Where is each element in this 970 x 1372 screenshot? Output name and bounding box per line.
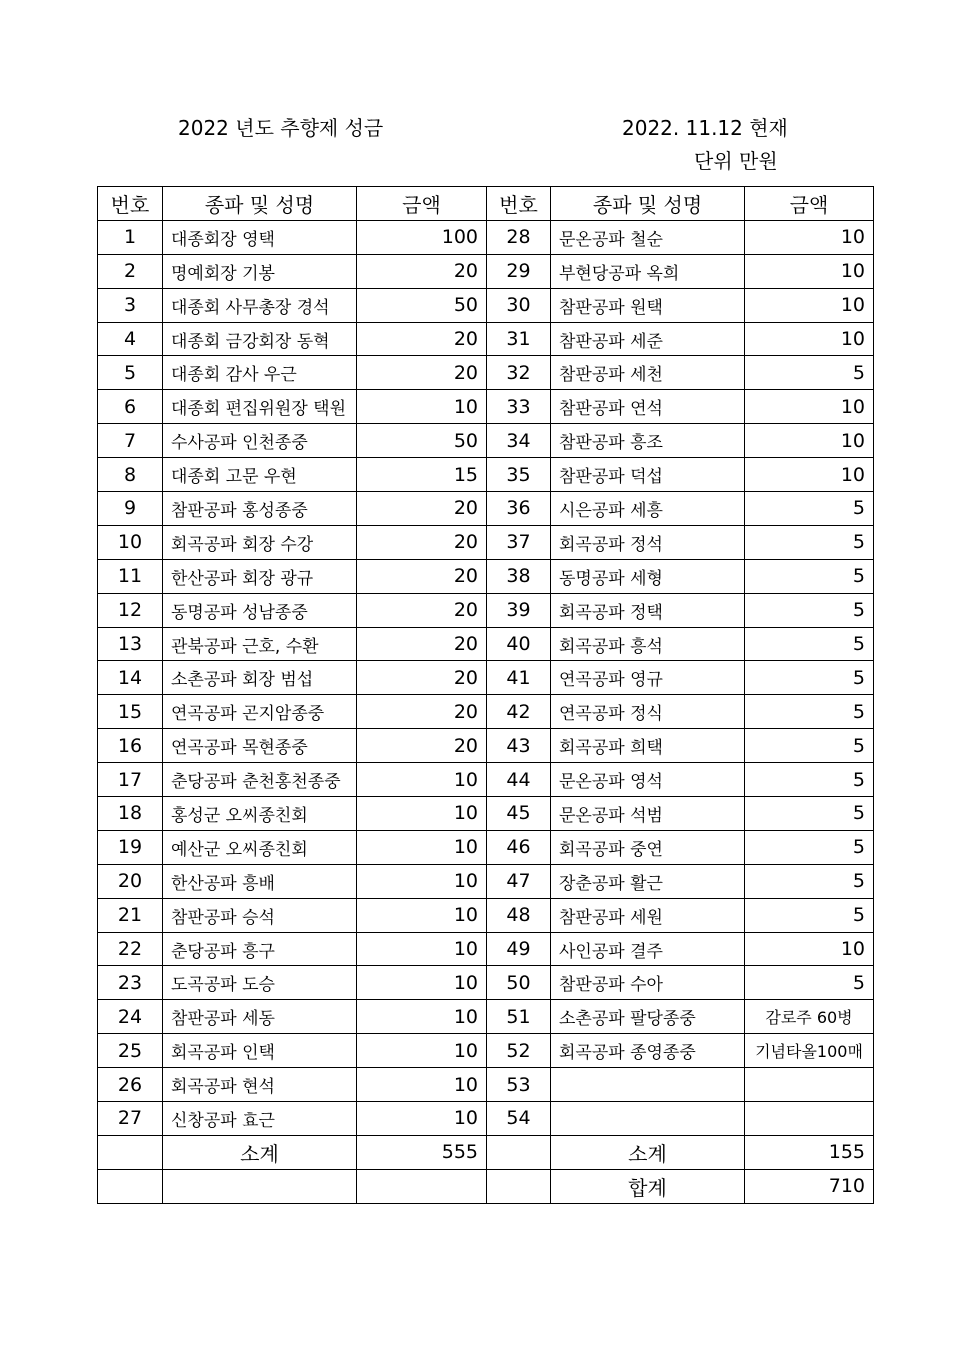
- row-number: 33: [487, 390, 551, 424]
- donor-name: 문온공파 철순: [551, 220, 745, 254]
- donation-amount: 20: [357, 322, 487, 356]
- table-row: [98, 288, 874, 322]
- row-number: 5: [98, 356, 163, 390]
- row-number: 17: [98, 763, 163, 797]
- donor-name: 참판공파 홍성종중: [163, 492, 357, 526]
- table-row: [98, 525, 874, 559]
- donor-name: 참판공파 연석: [551, 390, 745, 424]
- table-row: [98, 966, 874, 1000]
- total-row: [98, 1169, 874, 1203]
- donation-amount: 20: [357, 254, 487, 288]
- column-header-name: 종파 및 성명: [551, 187, 745, 221]
- row-number: 4: [98, 322, 163, 356]
- donation-amount: 10: [357, 864, 487, 898]
- row-number: 45: [487, 797, 551, 831]
- donor-name: 문온공파 영석: [551, 763, 745, 797]
- donation-amount: 20: [357, 593, 487, 627]
- table-row: [98, 559, 874, 593]
- row-number: 53: [487, 1068, 551, 1102]
- row-number: 12: [98, 593, 163, 627]
- donation-amount: 15: [357, 458, 487, 492]
- donor-name: 대종회 감사 우근: [163, 356, 357, 390]
- table-row: [98, 830, 874, 864]
- donor-name: 문온공파 석범: [551, 797, 745, 831]
- row-number: 51: [487, 1000, 551, 1034]
- table-row: [98, 390, 874, 424]
- donor-name: 회곡공파 중연: [551, 830, 745, 864]
- table-row: [98, 1034, 874, 1068]
- donation-amount: 5: [745, 729, 874, 763]
- as-of-date: 2022. 11.12 현재: [622, 116, 788, 140]
- table-row: [98, 627, 874, 661]
- donor-name: 참판공파 세동: [163, 1000, 357, 1034]
- row-number: 15: [98, 695, 163, 729]
- header-row: [98, 187, 874, 221]
- donation-amount: 10: [745, 254, 874, 288]
- donor-name: 참판공파 수아: [551, 966, 745, 1000]
- donation-amount: 50: [357, 424, 487, 458]
- donation-amount: 5: [745, 864, 874, 898]
- donor-name: 회곡공파 인택: [163, 1034, 357, 1068]
- donor-name: [551, 1102, 745, 1136]
- donor-name: 소촌공파 회장 범섭: [163, 661, 357, 695]
- donation-amount: 10: [745, 390, 874, 424]
- donor-name: 시은공파 세흥: [551, 492, 745, 526]
- donation-amount: 20: [357, 661, 487, 695]
- row-number: 29: [487, 254, 551, 288]
- donation-table: [97, 186, 874, 1204]
- row-number: 18: [98, 797, 163, 831]
- table-row: [98, 356, 874, 390]
- donation-amount: 5: [745, 593, 874, 627]
- donor-name: 춘당공파 춘천홍천종중: [163, 763, 357, 797]
- row-number: 30: [487, 288, 551, 322]
- donation-amount: 10: [745, 932, 874, 966]
- table-row: [98, 932, 874, 966]
- donor-name: 수사공파 인천종중: [163, 424, 357, 458]
- row-number: 25: [98, 1034, 163, 1068]
- donation-amount: 5: [745, 695, 874, 729]
- donation-amount: [745, 1102, 874, 1136]
- donation-amount: 5: [745, 627, 874, 661]
- donor-name: 회곡공파 정석: [551, 525, 745, 559]
- row-number: 34: [487, 424, 551, 458]
- donor-name: 회곡공파 정택: [551, 593, 745, 627]
- row-number: 11: [98, 559, 163, 593]
- table-row: [98, 729, 874, 763]
- donation-amount: 5: [745, 898, 874, 932]
- row-number: 40: [487, 627, 551, 661]
- donor-name: 한산공파 흥배: [163, 864, 357, 898]
- row-number: 28: [487, 220, 551, 254]
- table-row: [98, 898, 874, 932]
- donation-amount: 20: [357, 356, 487, 390]
- empty-cell: [98, 1169, 163, 1203]
- donor-name: 홍성군 오씨종친회: [163, 797, 357, 831]
- donor-name: 소촌공파 팔당종중: [551, 1000, 745, 1034]
- donation-amount: 10: [357, 966, 487, 1000]
- row-number: 35: [487, 458, 551, 492]
- empty-cell: [487, 1169, 551, 1203]
- donor-name: 회곡공파 흥석: [551, 627, 745, 661]
- donor-name: 춘당공파 흥구: [163, 932, 357, 966]
- column-header-number: 번호: [487, 187, 551, 221]
- row-number: 21: [98, 898, 163, 932]
- row-number: 46: [487, 830, 551, 864]
- subtotal-value-right: 155: [745, 1135, 874, 1169]
- table-row: [98, 322, 874, 356]
- column-header-amount: 금액: [357, 187, 487, 221]
- row-number: 48: [487, 898, 551, 932]
- donor-name: 회곡공파 현석: [163, 1068, 357, 1102]
- donation-amount: 10: [357, 1034, 487, 1068]
- row-number: 44: [487, 763, 551, 797]
- donor-name: 부현당공파 옥희: [551, 254, 745, 288]
- donor-name: 예산군 오씨종친회: [163, 830, 357, 864]
- donation-amount: 10: [357, 830, 487, 864]
- unit-label: 단위 만원: [694, 149, 778, 173]
- subtotal-label-right: 소계: [551, 1135, 745, 1169]
- donor-name: 회곡공파 종영종중: [551, 1034, 745, 1068]
- table-row: [98, 695, 874, 729]
- donor-name: 명예회장 기봉: [163, 254, 357, 288]
- donation-amount: 10: [745, 458, 874, 492]
- table-row: [98, 864, 874, 898]
- donation-amount: 10: [357, 1102, 487, 1136]
- table-row: [98, 424, 874, 458]
- row-number: 36: [487, 492, 551, 526]
- donor-name: 관북공파 근호, 수환: [163, 627, 357, 661]
- donor-name: 대종회 고문 우현: [163, 458, 357, 492]
- row-number: 20: [98, 864, 163, 898]
- donor-name: 대종회 편집위원장 택원: [163, 390, 357, 424]
- table-row: [98, 492, 874, 526]
- donor-name: 신창공파 효근: [163, 1102, 357, 1136]
- row-number: 23: [98, 966, 163, 1000]
- subtotal-value-left: 555: [357, 1135, 487, 1169]
- row-number: 52: [487, 1034, 551, 1068]
- table-row: [98, 220, 874, 254]
- empty-cell: [98, 1135, 163, 1169]
- donation-amount: 기념타올100매: [745, 1034, 874, 1068]
- donor-name: 참판공파 세천: [551, 356, 745, 390]
- table-row: [98, 1068, 874, 1102]
- subtotal-label-left: 소계: [163, 1135, 357, 1169]
- donation-amount: 20: [357, 492, 487, 526]
- row-number: 43: [487, 729, 551, 763]
- row-number: 39: [487, 593, 551, 627]
- donation-amount: 10: [357, 898, 487, 932]
- donor-name: 참판공파 덕섭: [551, 458, 745, 492]
- donor-name: 동명공파 세형: [551, 559, 745, 593]
- donor-name: 대종회 사무총장 경석: [163, 288, 357, 322]
- donor-name: 참판공파 흥조: [551, 424, 745, 458]
- row-number: 2: [98, 254, 163, 288]
- donation-amount: 100: [357, 220, 487, 254]
- row-number: 24: [98, 1000, 163, 1034]
- donor-name: 도곡공파 도승: [163, 966, 357, 1000]
- row-number: 9: [98, 492, 163, 526]
- table-row: [98, 763, 874, 797]
- column-header-amount: 금액: [745, 187, 874, 221]
- table-row: [98, 254, 874, 288]
- row-number: 7: [98, 424, 163, 458]
- row-number: 13: [98, 627, 163, 661]
- donation-amount: 10: [745, 424, 874, 458]
- table-row: [98, 661, 874, 695]
- donation-amount: 10: [357, 390, 487, 424]
- donor-name: 한산공파 회장 광규: [163, 559, 357, 593]
- donation-amount: [745, 1068, 874, 1102]
- row-number: 10: [98, 525, 163, 559]
- grand-total-value: 710: [745, 1169, 874, 1203]
- donor-name: [551, 1068, 745, 1102]
- donor-name: 참판공파 세준: [551, 322, 745, 356]
- donation-amount: 50: [357, 288, 487, 322]
- donation-amount: 5: [745, 525, 874, 559]
- row-number: 3: [98, 288, 163, 322]
- donor-name: 참판공파 승석: [163, 898, 357, 932]
- donor-name: 대종회장 영택: [163, 220, 357, 254]
- donor-name: 회곡공파 희택: [551, 729, 745, 763]
- row-number: 8: [98, 458, 163, 492]
- subtotal-row: [98, 1135, 874, 1169]
- row-number: 1: [98, 220, 163, 254]
- donation-amount: 20: [357, 729, 487, 763]
- empty-cell: [357, 1169, 487, 1203]
- donor-name: 연곡공파 영규: [551, 661, 745, 695]
- donation-amount: 20: [357, 559, 487, 593]
- document-title: 2022 년도 추향제 성금: [178, 116, 384, 140]
- donor-name: 참판공파 원택: [551, 288, 745, 322]
- row-number: 49: [487, 932, 551, 966]
- donor-name: 대종회 금강회장 동혁: [163, 322, 357, 356]
- row-number: 37: [487, 525, 551, 559]
- donation-amount: 20: [357, 525, 487, 559]
- donor-name: 사인공파 결주: [551, 932, 745, 966]
- donation-amount: 10: [357, 797, 487, 831]
- row-number: 41: [487, 661, 551, 695]
- donation-amount: 20: [357, 695, 487, 729]
- table-row: [98, 458, 874, 492]
- row-number: 27: [98, 1102, 163, 1136]
- donation-amount: 5: [745, 492, 874, 526]
- donor-name: 동명공파 성남종중: [163, 593, 357, 627]
- donor-name: 연곡공파 곤지암종중: [163, 695, 357, 729]
- donor-name: 연곡공파 목현종중: [163, 729, 357, 763]
- column-header-name: 종파 및 성명: [163, 187, 357, 221]
- donation-amount: 10: [745, 322, 874, 356]
- donation-amount: 10: [357, 1000, 487, 1034]
- row-number: 26: [98, 1068, 163, 1102]
- donation-amount: 5: [745, 356, 874, 390]
- donor-name: 회곡공파 회장 수강: [163, 525, 357, 559]
- donation-amount: 5: [745, 830, 874, 864]
- donation-amount: 5: [745, 559, 874, 593]
- donation-amount: 20: [357, 627, 487, 661]
- donor-name: 참판공파 세원: [551, 898, 745, 932]
- row-number: 19: [98, 830, 163, 864]
- table-row: [98, 797, 874, 831]
- donation-amount: 10: [357, 1068, 487, 1102]
- donation-amount: 5: [745, 797, 874, 831]
- empty-cell: [487, 1135, 551, 1169]
- row-number: 32: [487, 356, 551, 390]
- donor-name: 장춘공파 활근: [551, 864, 745, 898]
- table-row: [98, 1102, 874, 1136]
- donation-amount: 10: [745, 288, 874, 322]
- row-number: 50: [487, 966, 551, 1000]
- row-number: 6: [98, 390, 163, 424]
- row-number: 14: [98, 661, 163, 695]
- table-row: [98, 1000, 874, 1034]
- donation-amount: 5: [745, 966, 874, 1000]
- donation-amount: 5: [745, 763, 874, 797]
- donation-amount: 10: [745, 220, 874, 254]
- row-number: 31: [487, 322, 551, 356]
- row-number: 38: [487, 559, 551, 593]
- row-number: 16: [98, 729, 163, 763]
- donation-amount: 5: [745, 661, 874, 695]
- donation-amount: 감로주 60병: [745, 1000, 874, 1034]
- grand-total-label: 합계: [551, 1169, 745, 1203]
- row-number: 47: [487, 864, 551, 898]
- column-header-number: 번호: [98, 187, 163, 221]
- row-number: 42: [487, 695, 551, 729]
- row-number: 54: [487, 1102, 551, 1136]
- row-number: 22: [98, 932, 163, 966]
- donation-amount: 10: [357, 763, 487, 797]
- table-row: [98, 593, 874, 627]
- donation-amount: 10: [357, 932, 487, 966]
- empty-cell: [163, 1169, 357, 1203]
- donor-name: 연곡공파 정식: [551, 695, 745, 729]
